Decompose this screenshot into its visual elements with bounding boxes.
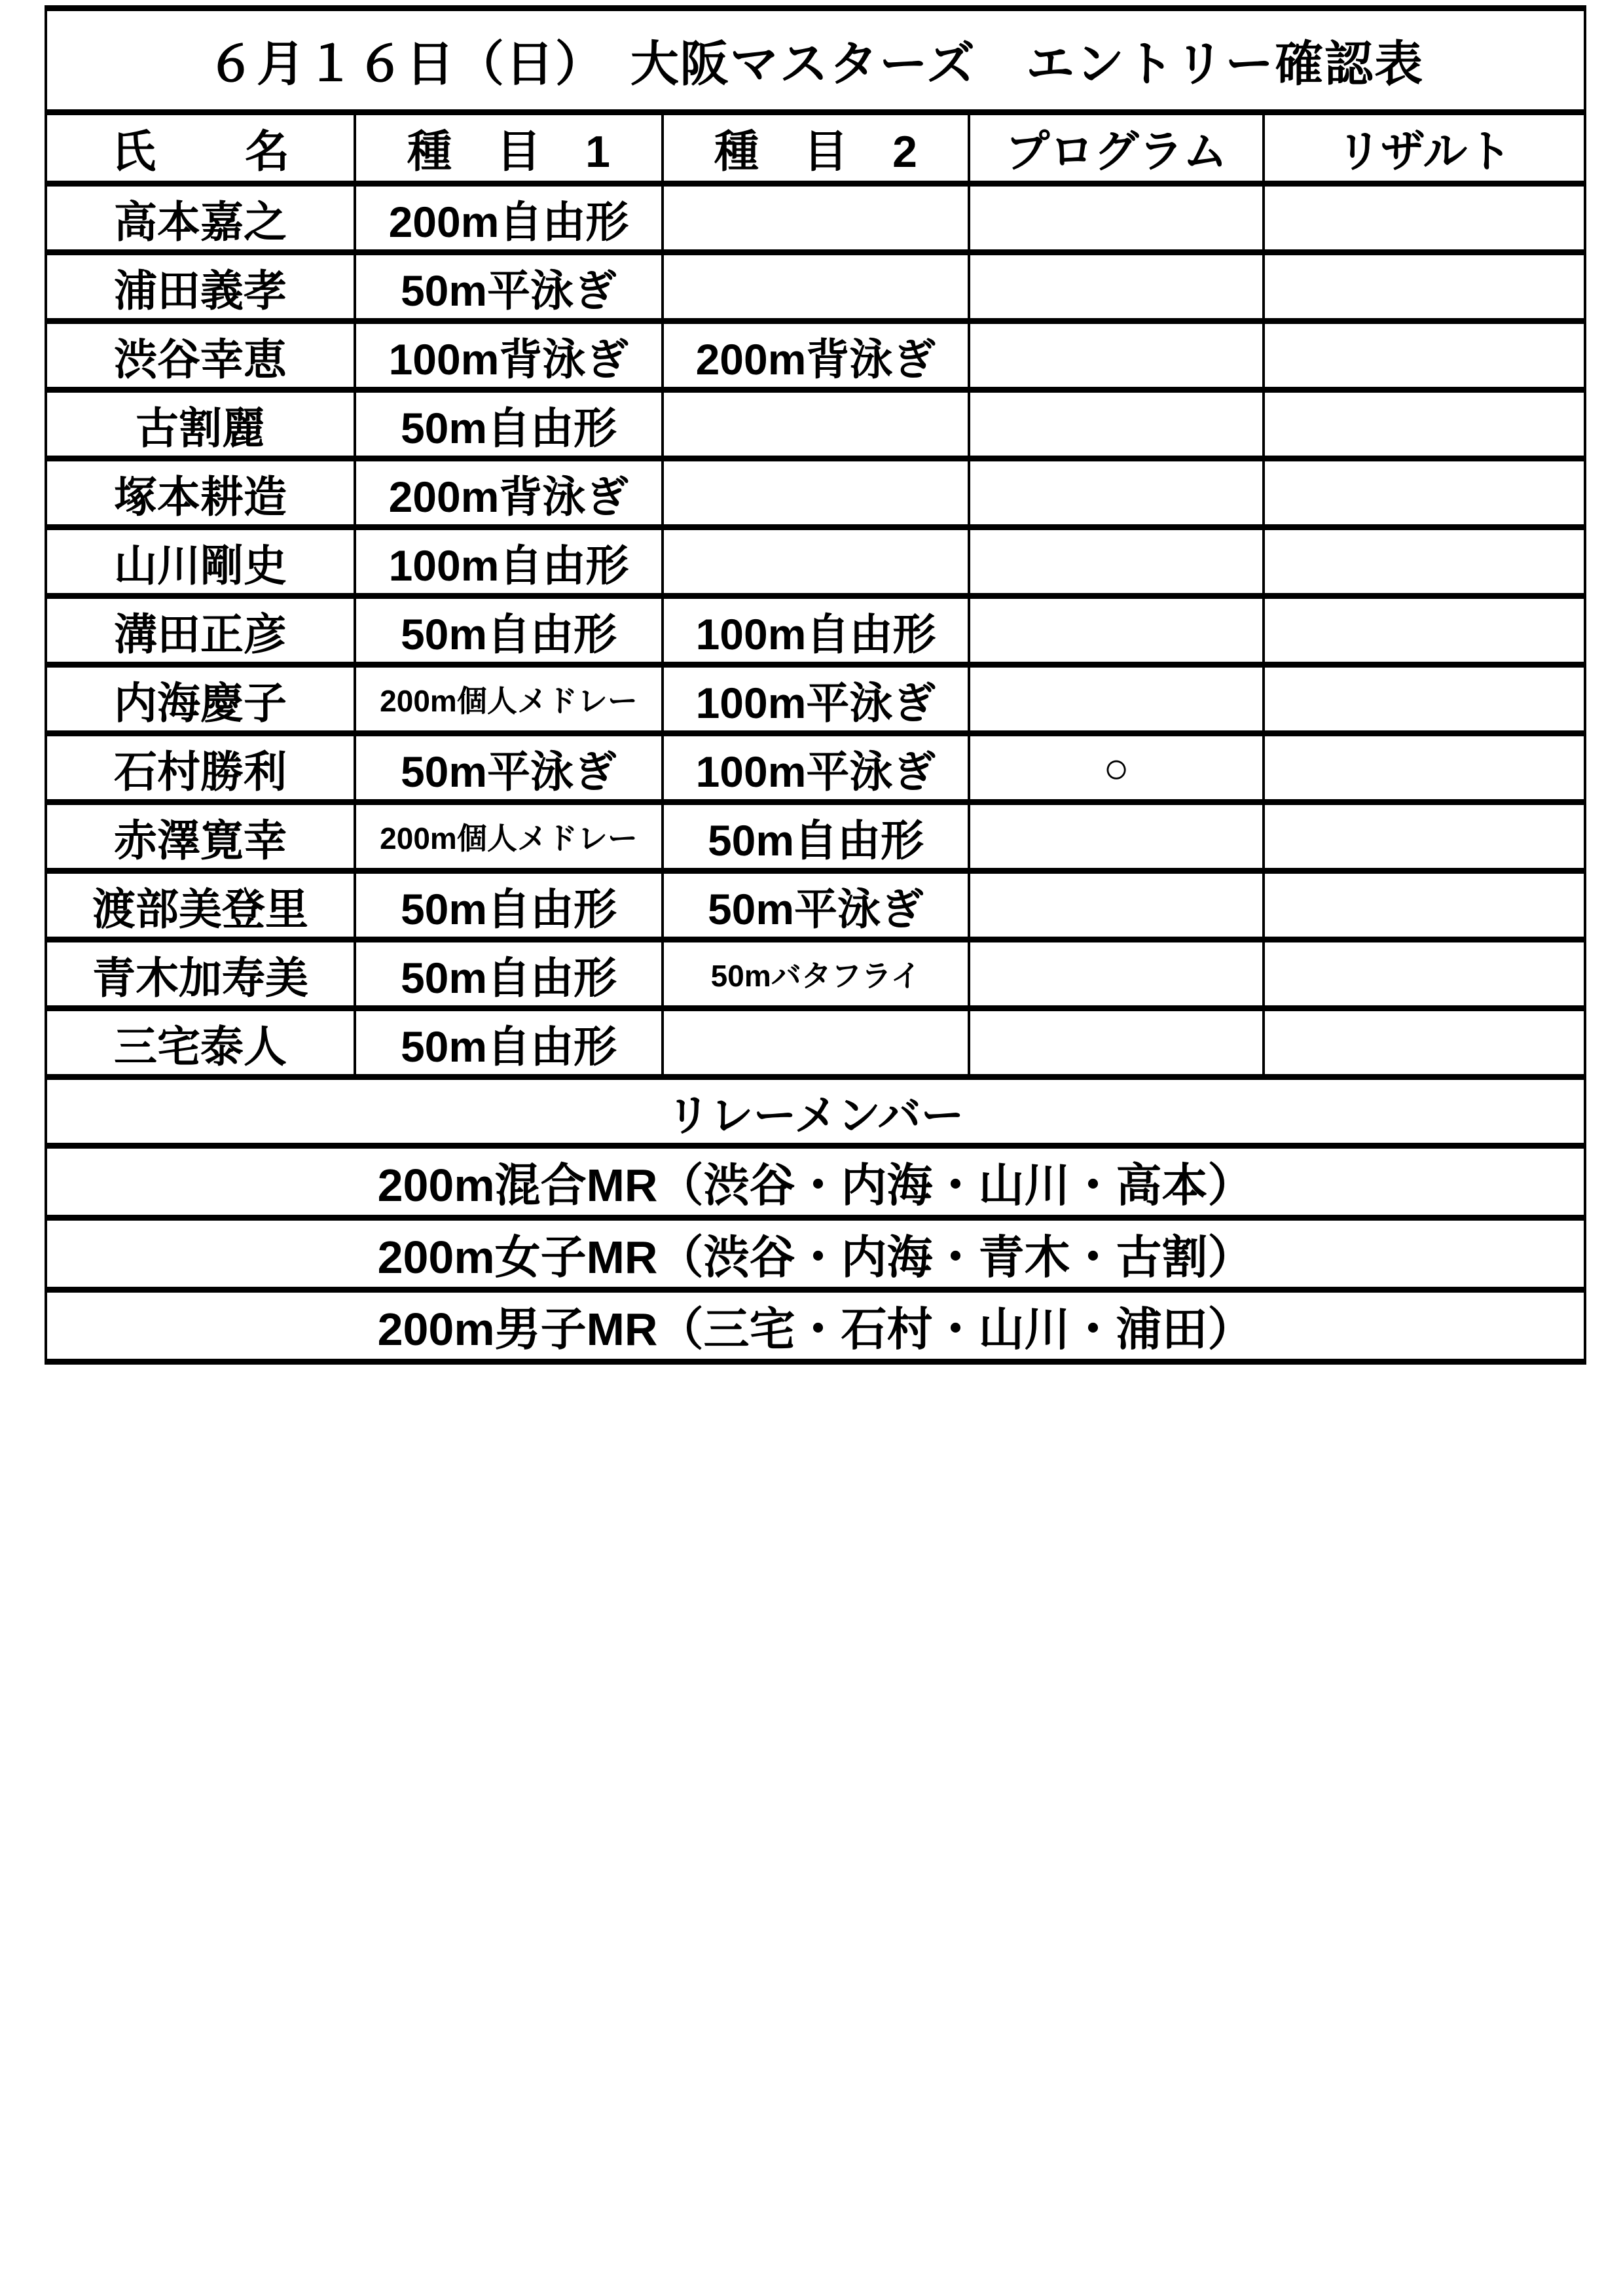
column-header-row	[46, 113, 1585, 184]
table-row	[46, 321, 1585, 390]
event1-cell: 50m平泳ぎ	[355, 253, 663, 321]
relay-row	[46, 1218, 1585, 1290]
event1-cell: 50m平泳ぎ	[355, 734, 663, 802]
swimmer-name-cell: 高本嘉之	[46, 184, 355, 253]
table-row	[46, 459, 1585, 528]
result-cell	[1264, 528, 1585, 596]
swimmer-name-cell: 赤澤寛幸	[46, 802, 355, 871]
table-row	[46, 253, 1585, 321]
event1-cell: 100m自由形	[355, 528, 663, 596]
event1-cell: 200m個人メドレー	[355, 665, 663, 734]
relay-row	[46, 1146, 1585, 1218]
table-row	[46, 734, 1585, 802]
program-cell	[969, 940, 1264, 1009]
swimmer-name-cell: 青木加寿美	[46, 940, 355, 1009]
result-cell	[1264, 321, 1585, 390]
table-row	[46, 390, 1585, 459]
swimmer-name-cell: 内海慶子	[46, 665, 355, 734]
result-cell	[1264, 734, 1585, 802]
event2-cell	[663, 390, 969, 459]
swimmer-name-cell: 渋谷幸恵	[46, 321, 355, 390]
table-row	[46, 1009, 1585, 1077]
event1-cell: 200m個人メドレー	[355, 802, 663, 871]
relay-entry-men-mr: 200m男子MR（三宅・石村・山川・浦田）	[46, 1290, 1585, 1362]
result-cell	[1264, 871, 1585, 940]
page-title: ６月１６日（日） 大阪マスターズ エントリー確認表	[46, 9, 1585, 113]
table-row	[46, 940, 1585, 1009]
program-cell	[969, 321, 1264, 390]
program-cell	[969, 459, 1264, 528]
result-cell	[1264, 459, 1585, 528]
relay-entry-mixed-mr: 200m混合MR（渋谷・内海・山川・高本）	[46, 1146, 1585, 1218]
result-cell	[1264, 390, 1585, 459]
event1-cell: 200m背泳ぎ	[355, 459, 663, 528]
swimmer-name-cell: 溝田正彦	[46, 596, 355, 665]
event2-cell	[663, 253, 969, 321]
event1-cell: 50m自由形	[355, 596, 663, 665]
result-cell	[1264, 184, 1585, 253]
program-cell	[969, 528, 1264, 596]
event2-cell	[663, 528, 969, 596]
event2-cell	[663, 1009, 969, 1077]
table-row	[46, 184, 1585, 253]
result-cell	[1264, 253, 1585, 321]
result-cell	[1264, 940, 1585, 1009]
event2-cell: 50m平泳ぎ	[663, 871, 969, 940]
program-circle-mark: ○	[969, 734, 1264, 802]
column-header-name: 氏 名	[46, 113, 355, 184]
result-cell	[1264, 802, 1585, 871]
event2-cell: 100m自由形	[663, 596, 969, 665]
relay-section-title: リレーメンバー	[46, 1077, 1585, 1146]
result-cell	[1264, 665, 1585, 734]
table-row	[46, 802, 1585, 871]
event1-cell: 200m自由形	[355, 184, 663, 253]
table-row	[46, 871, 1585, 940]
event2-cell: 100m平泳ぎ	[663, 665, 969, 734]
column-header-event1: 種 目 1	[355, 113, 663, 184]
event1-cell: 100m背泳ぎ	[355, 321, 663, 390]
event2-cell: 50m自由形	[663, 802, 969, 871]
event1-cell: 50m自由形	[355, 871, 663, 940]
program-cell	[969, 802, 1264, 871]
relay-row	[46, 1290, 1585, 1362]
relay-entry-women-mr: 200m女子MR（渋谷・内海・青木・古割）	[46, 1218, 1585, 1290]
swimmer-name-cell: 浦田義孝	[46, 253, 355, 321]
table-row	[46, 528, 1585, 596]
event1-cell: 50m自由形	[355, 940, 663, 1009]
event1-cell: 50m自由形	[355, 1009, 663, 1077]
column-header-result: リザルト	[1264, 113, 1585, 184]
event2-cell: 50mバタフライ	[663, 940, 969, 1009]
program-cell	[969, 1009, 1264, 1077]
swimmer-name-cell: 三宅泰人	[46, 1009, 355, 1077]
event2-cell: 100m平泳ぎ	[663, 734, 969, 802]
result-cell	[1264, 596, 1585, 665]
swimmer-name-cell: 石村勝利	[46, 734, 355, 802]
event2-cell: 200m背泳ぎ	[663, 321, 969, 390]
swimmer-name-cell: 塚本耕造	[46, 459, 355, 528]
result-cell	[1264, 1009, 1585, 1077]
swimmer-name-cell: 古割麗	[46, 390, 355, 459]
program-cell	[969, 665, 1264, 734]
column-header-event2: 種 目 2	[663, 113, 969, 184]
program-cell	[969, 184, 1264, 253]
entry-confirmation-table	[45, 5, 1586, 1365]
relay-section-header-row	[46, 1077, 1585, 1146]
swimmer-name-cell: 山川剛史	[46, 528, 355, 596]
program-cell	[969, 390, 1264, 459]
program-cell	[969, 871, 1264, 940]
program-cell	[969, 596, 1264, 665]
swimmer-name-cell: 渡部美登里	[46, 871, 355, 940]
event2-cell	[663, 459, 969, 528]
title-row	[46, 9, 1585, 113]
table-row	[46, 665, 1585, 734]
event1-cell: 50m自由形	[355, 390, 663, 459]
program-cell	[969, 253, 1264, 321]
column-header-program: プログラム	[969, 113, 1264, 184]
table-row	[46, 596, 1585, 665]
event2-cell	[663, 184, 969, 253]
